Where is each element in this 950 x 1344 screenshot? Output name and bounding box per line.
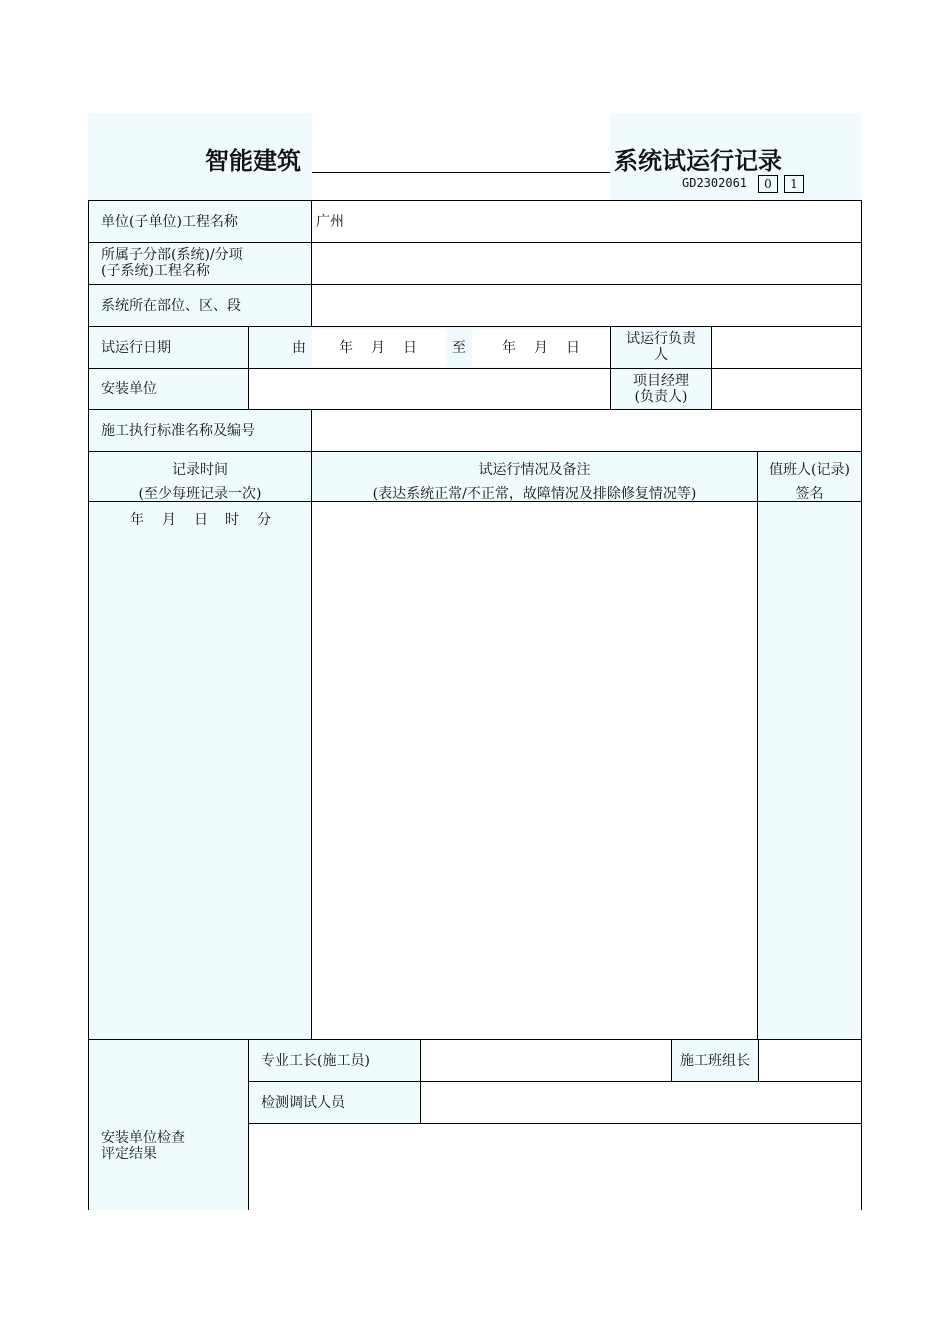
location-label: 系统所在部位、区、段	[101, 297, 241, 314]
log-time-month: 月	[162, 512, 176, 528]
project-manager-label	[611, 373, 711, 405]
date-from-year: 年	[339, 340, 353, 356]
title-blank-underline	[312, 172, 610, 173]
foreman-label: 专业工长(施工员)	[261, 1052, 370, 1069]
h-line	[88, 451, 862, 452]
trial-owner-value[interactable]	[712, 327, 861, 368]
form-code: GD2302061	[682, 176, 748, 190]
check-result-area[interactable]	[249, 1124, 861, 1210]
standard-value[interactable]	[312, 410, 861, 451]
log-time-day: 日	[194, 512, 208, 528]
form-code-box-1: 0	[758, 175, 778, 193]
log-duty-header	[758, 458, 861, 506]
page-title-prefix: 智能建筑	[205, 147, 301, 175]
date-to-month: 月	[534, 340, 548, 356]
foreman-value[interactable]	[421, 1040, 671, 1081]
date-from-month: 月	[371, 340, 385, 356]
install-check-label-line2: 评定结果	[101, 1146, 157, 1162]
install-unit-value[interactable]	[249, 369, 610, 409]
project-name-label: 单位(子单位)工程名称	[101, 213, 238, 230]
log-situation-header-line1: 试运行情况及备注	[478, 462, 591, 478]
trial-owner-label	[611, 331, 711, 363]
sub-project-value[interactable]	[312, 243, 861, 284]
check-label-bg	[89, 1040, 249, 1210]
log-situation-header-line2: (表达系统正常/不正常，故障情况及排除修复情况等)	[372, 486, 697, 502]
sub-project-label-line1: 所属子分部(系统)/分项	[101, 247, 243, 263]
log-time-header-line1: 记录时间	[172, 462, 228, 478]
page-title-suffix: 系统试运行记录	[614, 147, 782, 175]
sub-project-label-line2: (子系统)工程名称	[101, 263, 210, 279]
date-to-year: 年	[502, 340, 516, 356]
team-leader-label: 施工班组长	[680, 1052, 750, 1069]
location-value[interactable]	[312, 285, 861, 326]
date-from-day: 日	[403, 340, 417, 356]
install-check-label-line1: 安装单位检查	[101, 1130, 185, 1146]
table-border-right	[861, 200, 862, 1210]
standard-label: 施工执行标准名称及编号	[101, 422, 255, 439]
date-to-day: 日	[566, 340, 580, 356]
log-time-minute: 分	[257, 512, 271, 528]
trial-owner-label-line2: 人	[654, 347, 668, 363]
date-from-label: 由	[292, 340, 306, 356]
log-situation-header	[312, 458, 757, 506]
team-leader-value[interactable]	[759, 1040, 861, 1081]
project-manager-value[interactable]	[712, 369, 861, 409]
trial-owner-label-line1: 试运行负责	[626, 331, 696, 347]
form-code-box-2: 1	[784, 175, 804, 193]
tester-label: 检测调试人员	[261, 1094, 345, 1111]
log-time-hour: 时	[225, 512, 239, 528]
log-duty-area[interactable]	[758, 502, 861, 1039]
log-time-header	[89, 458, 311, 506]
install-unit-label: 安装单位	[101, 381, 157, 397]
sub-project-label	[101, 247, 311, 279]
install-check-label	[101, 1130, 246, 1162]
date-to-label: 至	[452, 340, 466, 356]
log-duty-header-line1: 值班人(记录)	[769, 462, 850, 478]
project-name-value[interactable]: 广州	[316, 213, 344, 230]
log-situation-area[interactable]	[312, 502, 757, 1039]
project-manager-label-line2: (负责人)	[634, 389, 688, 405]
trial-date-label: 试运行日期	[101, 339, 171, 356]
log-time-header-line2: (至少每班记录一次)	[138, 486, 262, 502]
project-manager-label-line1: 项目经理	[633, 373, 689, 389]
tester-value[interactable]	[421, 1082, 861, 1123]
log-time-col-bg	[89, 502, 311, 1040]
log-time-year: 年	[130, 512, 144, 528]
log-duty-header-line2: 签名	[795, 486, 824, 502]
